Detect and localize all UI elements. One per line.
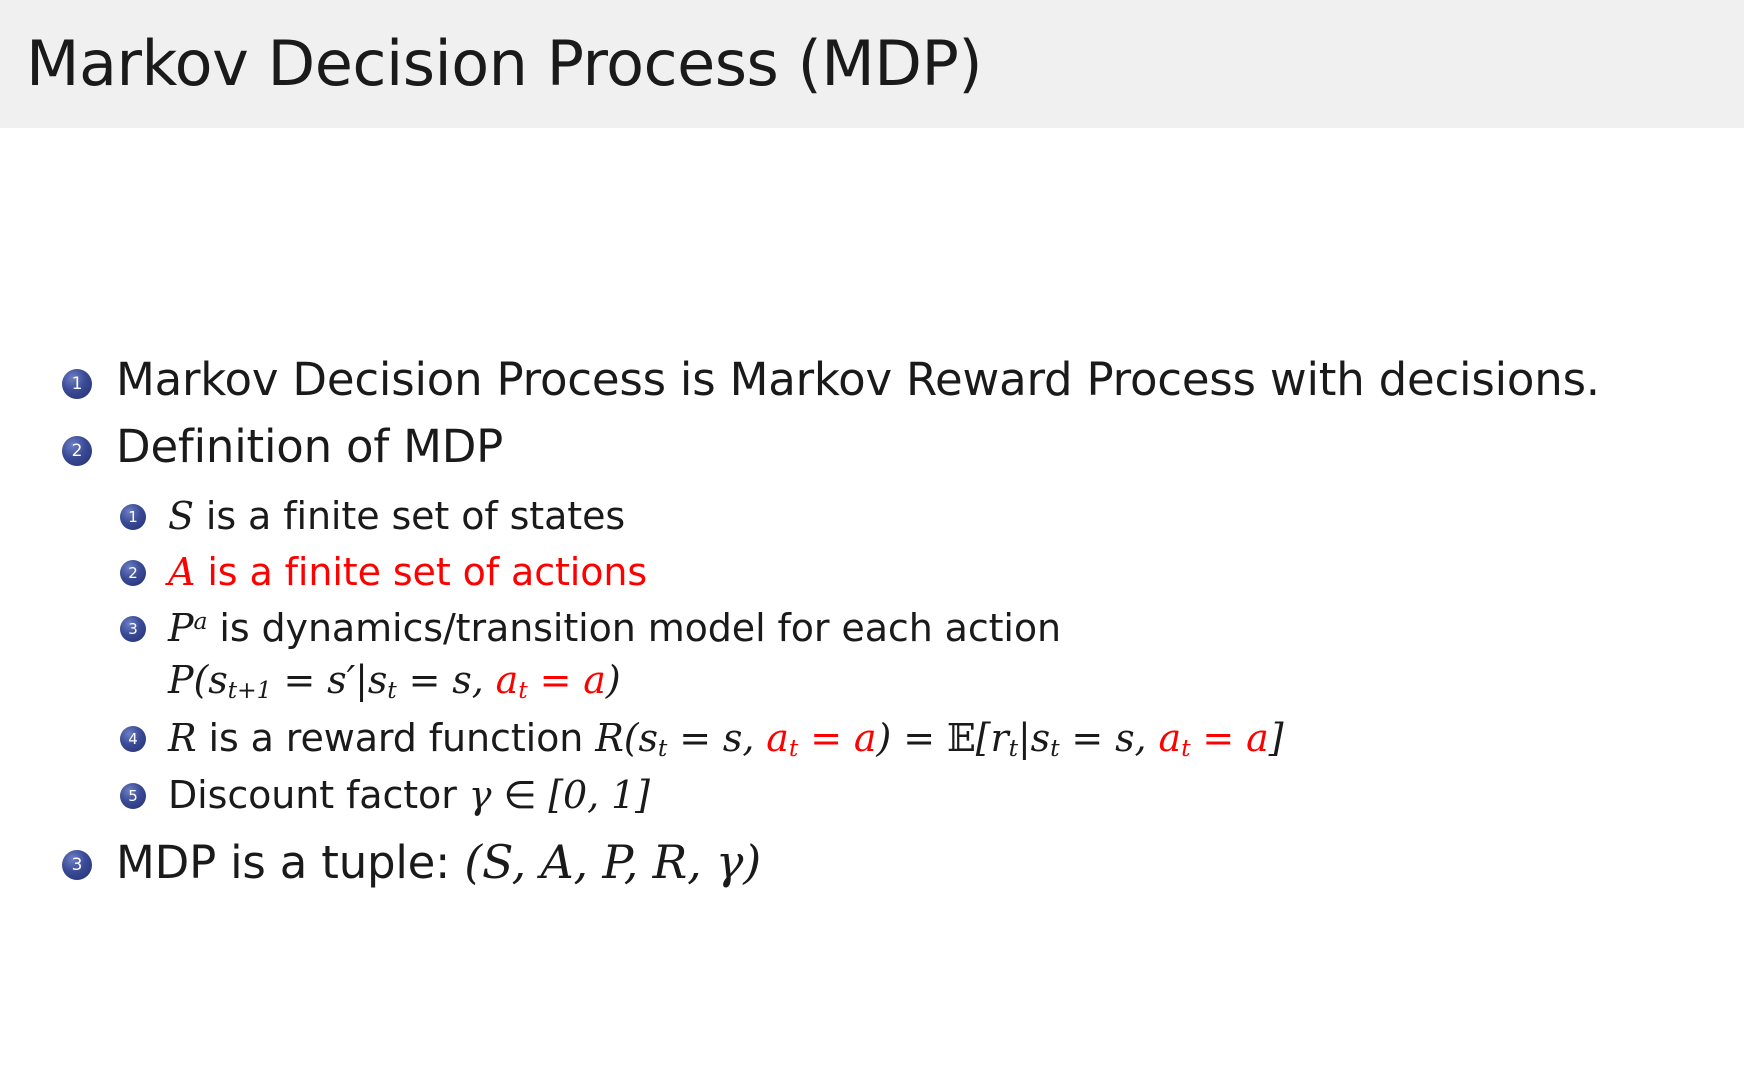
sub-list-item (120, 770, 1744, 820)
bullet-number-icon: 1 (62, 369, 92, 399)
list-item-label: MDP is a tuple: (S, A, P, R, γ) (116, 834, 761, 889)
sub-list (120, 491, 1744, 820)
sub-list-item-label: Discount factor γ ∈ [0, 1] (168, 772, 650, 817)
bullet-number-icon: 1 (120, 504, 146, 530)
bullet-number-icon: 3 (120, 616, 146, 642)
sub-list-item (120, 491, 1744, 541)
sub-list-item (120, 603, 1744, 706)
bullet-number-icon: 4 (120, 726, 146, 752)
sub-list-item (120, 547, 1744, 597)
bullet-number-icon: 2 (62, 436, 92, 466)
list-item (62, 353, 1744, 408)
sub-list-item-label: $P^a$ is dynamics/transition model for each action $P(s_{t+1} = s'|s_t = s$, $a_t = a$) (168, 606, 1062, 705)
sub-list-item-label: S is a finite set of states (168, 493, 626, 538)
slide-title-bar (0, 0, 1744, 128)
sub-list-item (120, 713, 1744, 764)
list-item-label: Definition of MDP (116, 419, 504, 473)
slide-body (0, 128, 1744, 891)
page-title: Markov Decision Process (MDP) (26, 27, 983, 101)
bullet-number-icon: 3 (62, 850, 92, 880)
list-item (62, 834, 1744, 891)
sub-list-item-label: R is a reward function $R(s_t = s$, $a_t = a$) = $𝔼[r_t|s_t = s$, $a_t = a$] (168, 715, 1284, 762)
bullet-number-icon: 5 (120, 783, 146, 809)
list-item (62, 420, 1744, 475)
sub-list-item-label: A is a finite set of actions (168, 549, 648, 594)
bullet-number-icon: 2 (120, 560, 146, 586)
list-item-label: Markov Decision Process is Markov Reward Process with decisions. (116, 353, 1600, 406)
